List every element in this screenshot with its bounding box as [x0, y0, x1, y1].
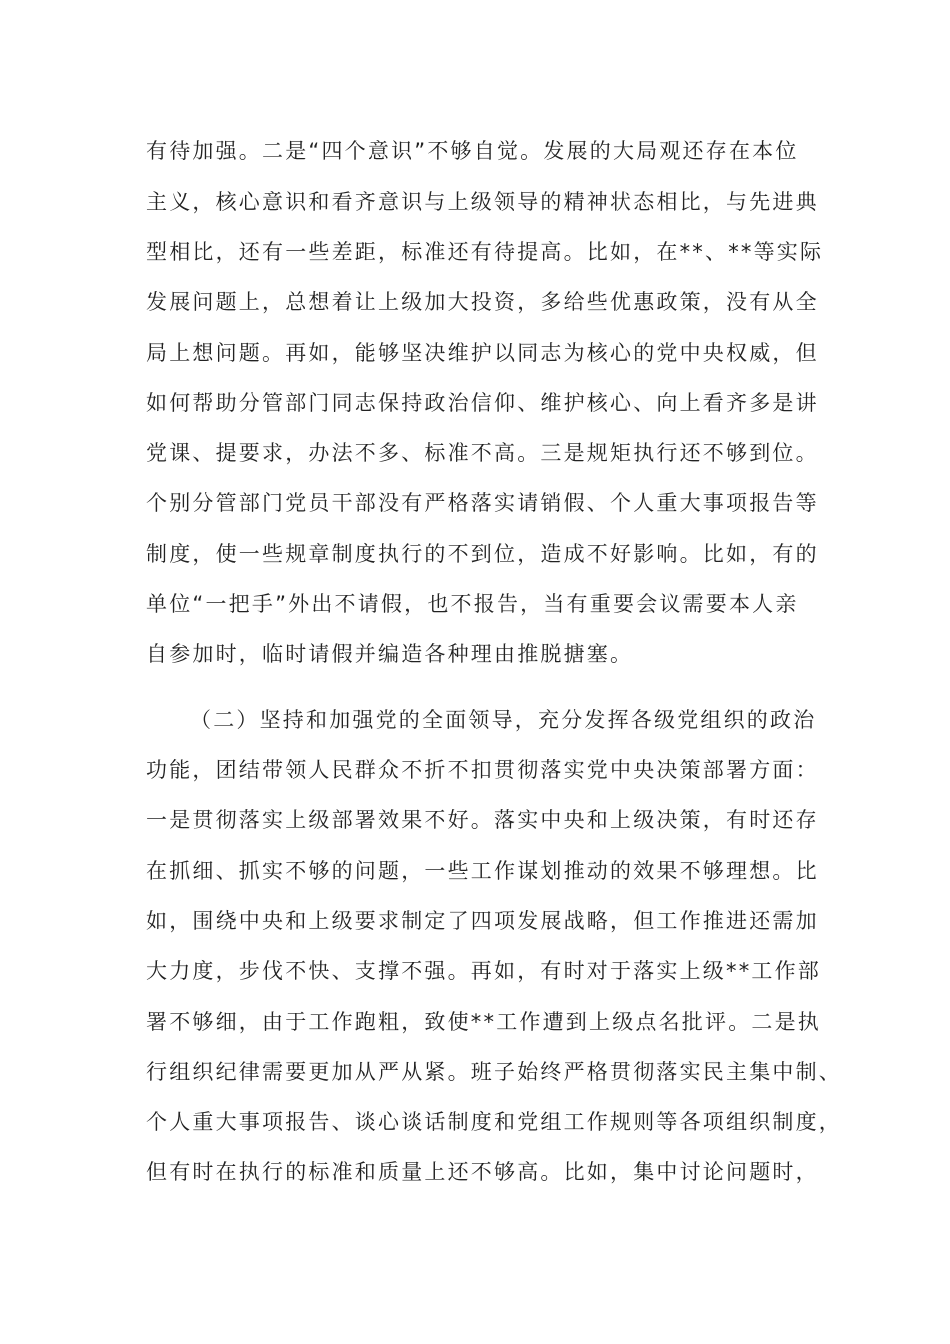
- paragraph-2-line-10: 但有时在执行的标准和质量上还不够高。比如，集中讨论问题时，: [146, 1160, 819, 1184]
- paragraph-1-line-8: 个别分管部门党员干部没有严格落实请销假、个人重大事项报告等: [146, 491, 819, 515]
- paragraph-1-line-7: 党课、提要求，办法不多、标准不高。三是规矩执行还不够到位。: [146, 441, 819, 465]
- paragraph-1-line-4: 发展问题上，总想着让上级加大投资，多给些优惠政策，没有从全: [146, 290, 819, 314]
- paragraph-1-line-9: 制度，使一些规章制度执行的不到位，造成不好影响。比如，有的: [146, 542, 819, 566]
- paragraph-2-line-3: 一是贯彻落实上级部署效果不好。落实中央和上级决策，有时还存: [146, 808, 819, 832]
- paragraph-2-line-6: 大力度，步伐不快、支撑不强。再如，有时对于落实上级**工作部: [146, 959, 821, 983]
- paragraph-2-line-7: 署不够细，由于工作跑粗，致使**工作遭到上级点名批评。二是执: [146, 1010, 821, 1034]
- paragraph-2-line-5: 如，围绕中央和上级要求制定了四项发展战略，但工作推进还需加: [146, 909, 819, 933]
- paragraph-2-line-8: 行组织纪律需要更加从严从紧。班子始终严格贯彻落实民主集中制、: [146, 1060, 842, 1084]
- paragraph-1-line-10: 单位“一把手”外出不请假，也不报告，当有重要会议需要本人亲: [146, 592, 799, 616]
- paragraph-1-line-2: 主义，核心意识和看齐意识与上级领导的精神状态相比，与先进典: [146, 190, 819, 214]
- paragraph-1-line-6: 如何帮助分管部门同志保持政治信仰、维护核心、向上看齐多是讲: [146, 391, 819, 415]
- paragraph-2-line-4: 在抓细、抓实不够的问题，一些工作谋划推动的效果不够理想。比: [146, 859, 819, 883]
- paragraph-1-line-1: 有待加强。二是“四个意识”不够自觉。发展的大局观还存在本位: [146, 139, 799, 163]
- paragraph-2-line-2: 功能，团结带领人民群众不折不扣贯彻落实党中央决策部署方面：: [146, 758, 819, 782]
- paragraph-2-line-9: 个人重大事项报告、谈心谈话制度和党组工作规则等各项组织制度，: [146, 1110, 842, 1134]
- paragraph-1-line-3: 型相比，还有一些差距，标准还有待提高。比如，在**、**等实际: [146, 240, 824, 264]
- paragraph-1-line-5: 局上想问题。再如，能够坚决维护以同志为核心的党中央权威，但: [146, 341, 819, 365]
- paragraph-2-line-1: （二）坚持和加强党的全面领导，充分发挥各级党组织的政治: [190, 708, 817, 732]
- paragraph-1-line-11: 自参加时，临时请假并编造各种理由推脱搪塞。: [146, 642, 634, 666]
